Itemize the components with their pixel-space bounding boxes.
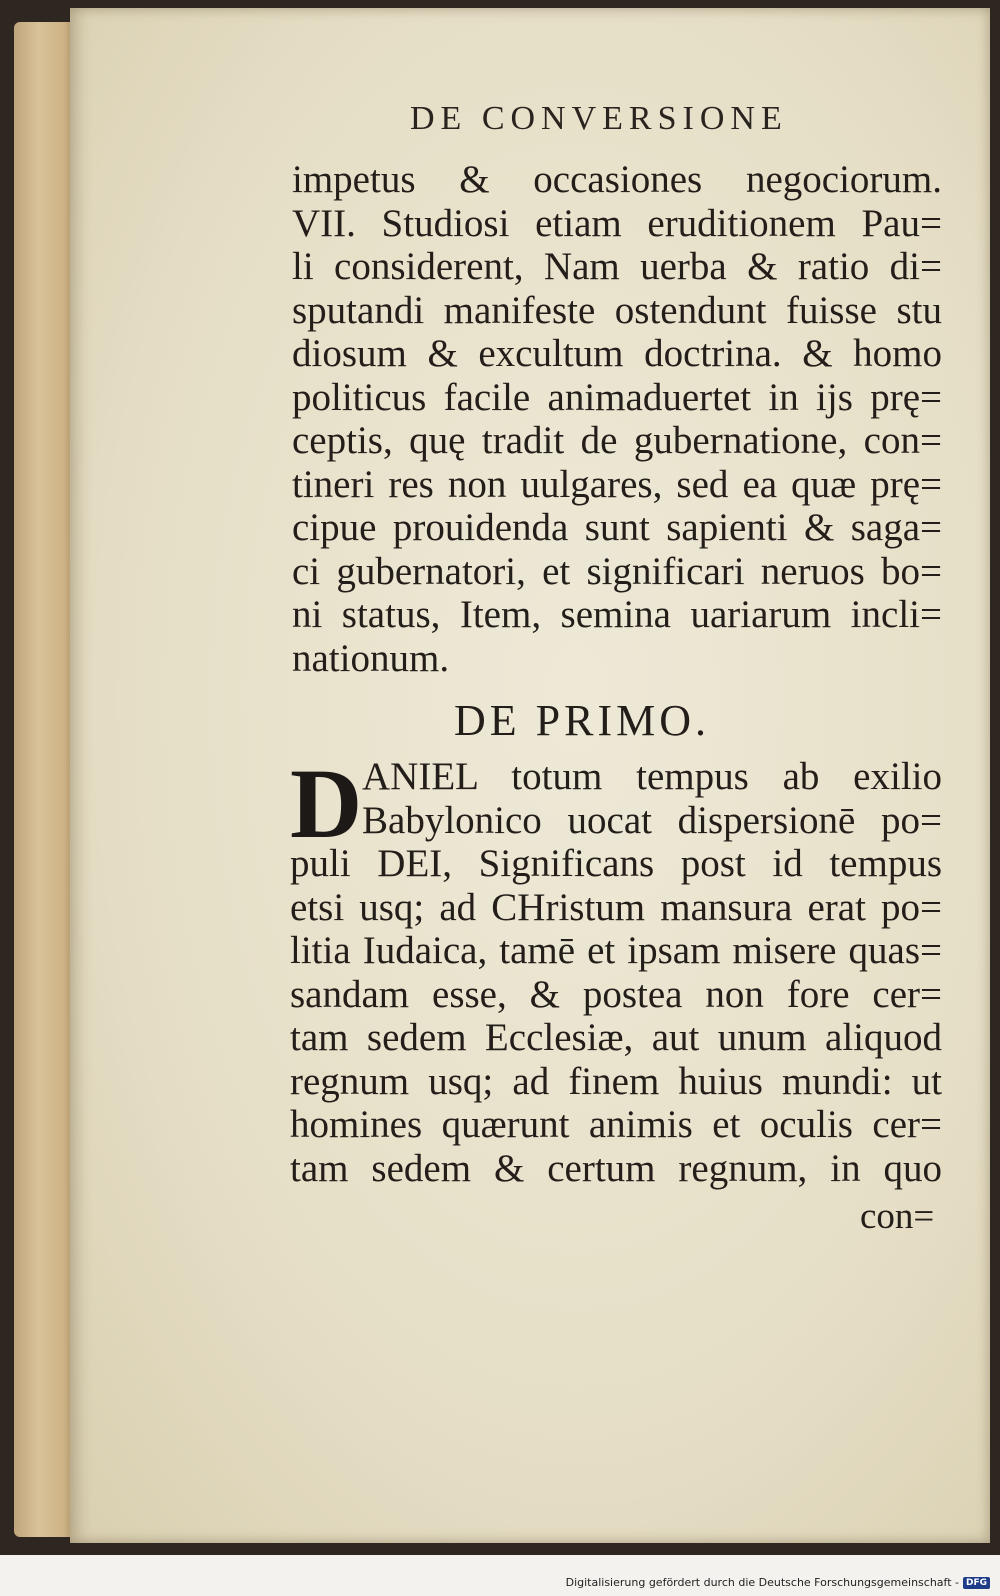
text-line: ci gubernatori, et significari neruos bo= (292, 549, 942, 593)
text-line: VII. Studiosi etiam eruditionem Pau= (292, 201, 942, 245)
text-line: politicus facile animaduertet in ijs prę= (292, 375, 942, 419)
paragraph-2 (290, 748, 942, 1190)
text-line: litia Iudaica, tamē et ipsam misere quas= (290, 929, 942, 972)
text-line: tam sedem Ecclesiæ, aut unum aliquod (290, 1016, 942, 1059)
text-line: sputandi manifeste ostendunt fuisse stu (292, 288, 942, 332)
digitization-footer (566, 1576, 990, 1589)
page-edges (14, 22, 76, 1537)
dfg-logo: DFG (963, 1577, 990, 1589)
drop-cap: D (290, 748, 363, 859)
text-line: homines quærunt animis et oculis cer= (290, 1103, 942, 1146)
text-line: ANIEL totum tempus ab exilio (362, 755, 942, 798)
text-line: sandam esse, & postea non fore cer= (290, 972, 942, 1016)
text-line: tineri res non uulgares, sed ea quæ prę= (292, 462, 942, 506)
text-line: regnum usq; ad finem huius mundi: ut (290, 1059, 942, 1103)
paragraph-1 (292, 158, 942, 680)
text-line: puli DEI, Significans post id tempus (290, 842, 942, 885)
footer-text: Digitalisierung gefördert durch die Deutsche Forschungsgemeinschaft - (565, 1576, 959, 1589)
text-line: nationum. (292, 636, 450, 680)
running-head: DE CONVERSIONE (410, 100, 788, 137)
section-heading: DE PRIMO. (454, 696, 711, 745)
text-line: cipue prouidenda sunt sapienti & saga= (292, 506, 942, 549)
text-line: tam sedem & certum regnum, in quo (290, 1146, 942, 1190)
text-line: ni status, Item, semina uariarum incli= (292, 593, 942, 636)
text-line: impetus & occasiones negociorum. (292, 158, 942, 201)
catchword: con= (860, 1196, 935, 1237)
text-line: Babylonico uocat dispersionē po= (362, 798, 942, 842)
text-line: diosum & excultum doctrina. & homo (292, 332, 942, 375)
text-line: li considerent, Nam uerba & ratio di= (292, 245, 942, 288)
text-line: etsi usq; ad CHristum mansura erat po= (290, 885, 942, 929)
text-line: ceptis, quę tradit de gubernatione, con= (292, 419, 942, 462)
